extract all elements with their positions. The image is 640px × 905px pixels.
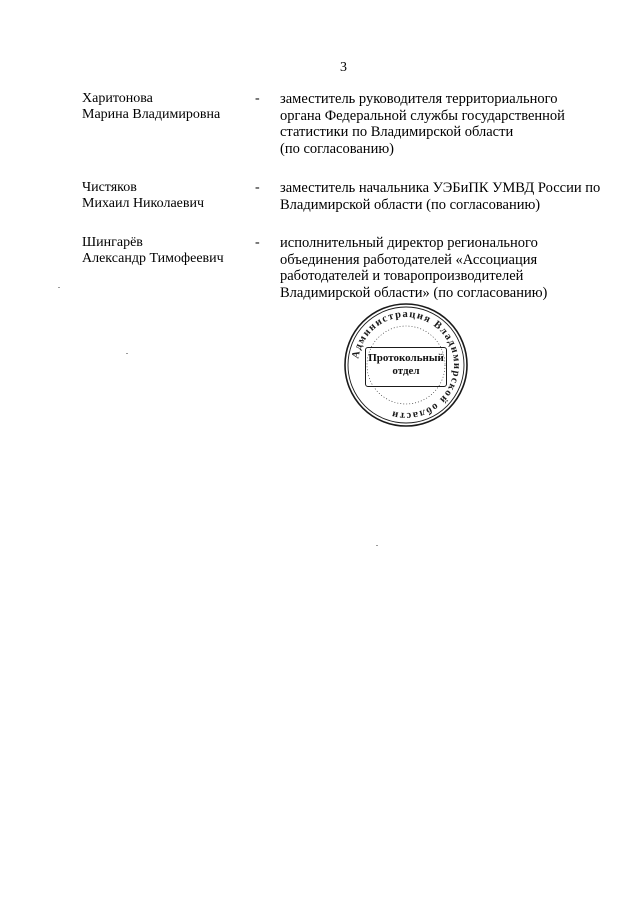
member-name: [82, 180, 257, 212]
member-given-name: Марина Владимировна: [82, 107, 221, 122]
scan-speck: [376, 545, 378, 546]
role-line: Владимирской области» (по согласованию): [280, 284, 548, 301]
role-line: заместитель руководителя территориального: [280, 91, 558, 107]
stamp-inner-line: Протокольный: [368, 352, 444, 364]
member-name: [82, 235, 257, 267]
member-role: [280, 235, 620, 301]
role-line: работодателей и товаропроизводителей: [280, 268, 524, 284]
member-name: [82, 91, 257, 123]
page-number: 3: [340, 60, 347, 75]
member-given-name: Михаил Николаевич: [82, 196, 205, 211]
scan-speck: [126, 353, 128, 354]
member-role: [280, 91, 620, 157]
separator-dash: -: [255, 180, 260, 195]
stamp-inner-box: [365, 347, 447, 387]
separator-dash: -: [255, 91, 260, 106]
role-line: объединения работодателей «Ассоциация: [280, 251, 538, 268]
role-line: исполнительный директор регионального: [280, 235, 538, 251]
role-line: (по согласованию): [280, 140, 394, 157]
role-line: Владимирской области (по согласованию): [280, 196, 541, 213]
member-surname: Чистяков: [82, 180, 137, 195]
role-line: органа Федеральной службы государственной: [280, 107, 565, 124]
role-line: статистики по Владимирской области: [280, 124, 514, 140]
member-surname: Шингарёв: [82, 235, 143, 250]
member-role: [280, 180, 620, 213]
separator-dash: -: [255, 235, 260, 250]
member-given-name: Александр Тимофеевич: [82, 251, 224, 266]
stamp-ring-textpath: Администрация Владимирской области: [350, 308, 463, 422]
scan-speck: [58, 287, 60, 288]
role-line: заместитель начальника УЭБиПК УМВД России по: [280, 180, 601, 196]
stamp-inner-line: отдел: [392, 365, 420, 377]
member-surname: Харитонова: [82, 91, 153, 106]
